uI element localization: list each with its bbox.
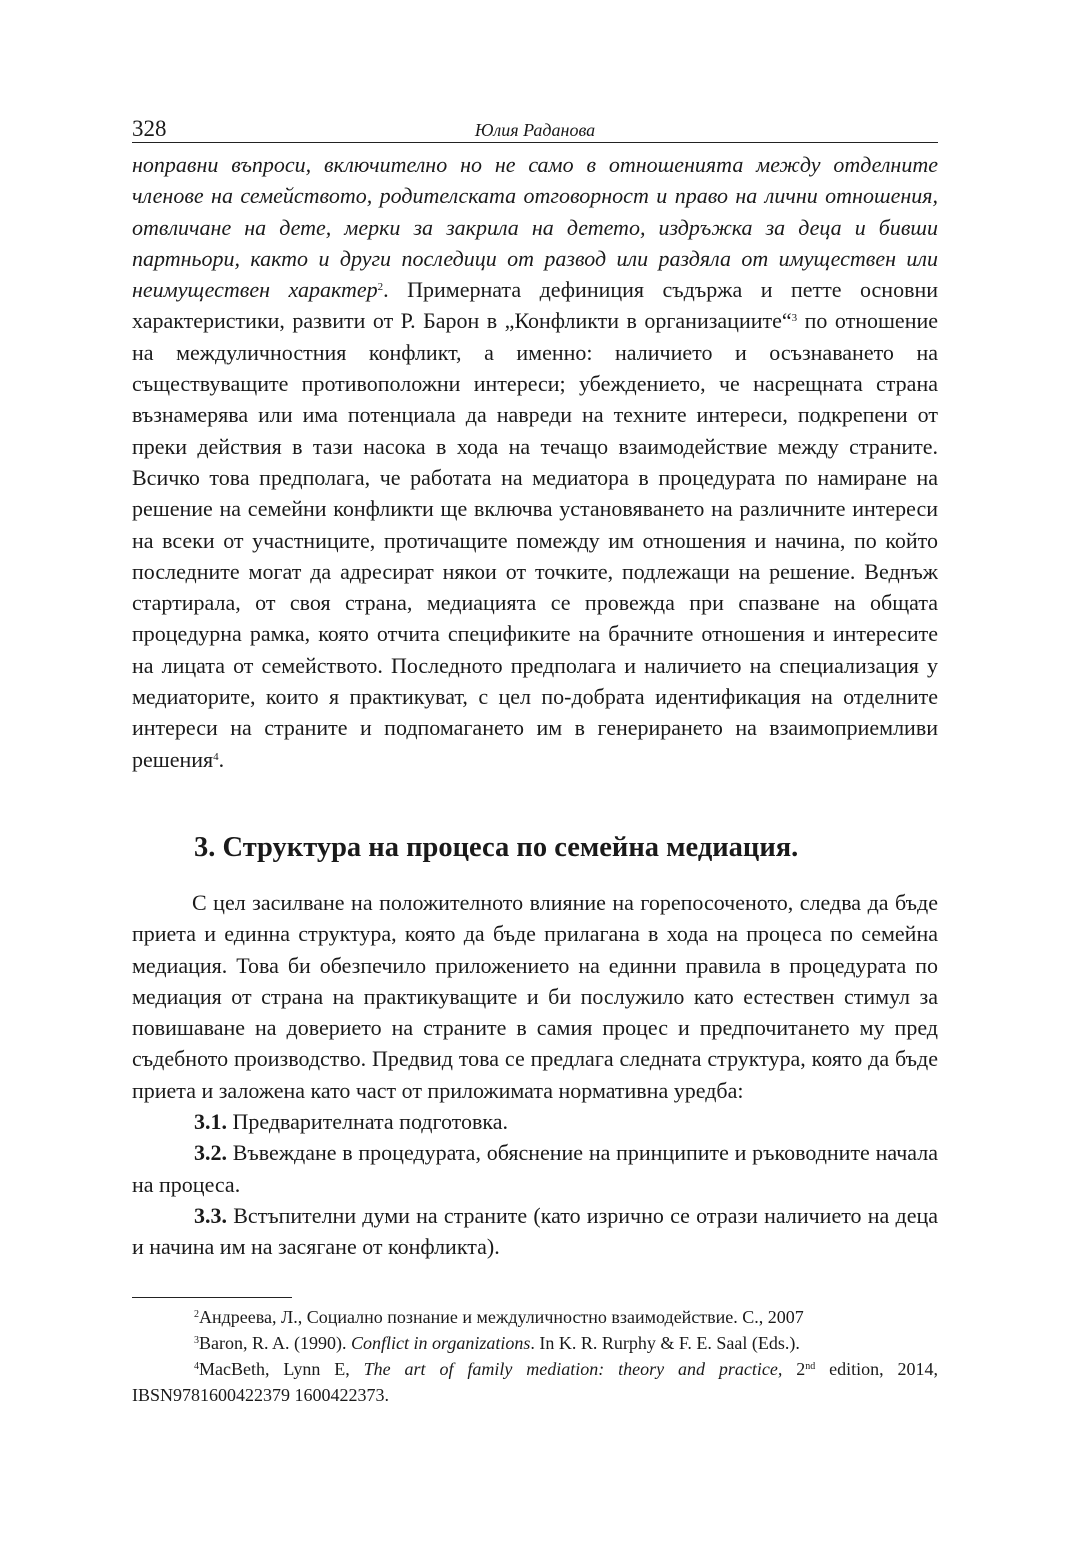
footnote-divider [132,1297,292,1298]
footnote-4 [132,1356,938,1408]
paragraph-continued [132,149,938,775]
footnote-text: edition, 2014, IBSN9781600422379 1600422373. [132,1358,938,1405]
footnote-text: Андреева, Л., Социално познание и междуличностно взаимодействие. С., 2007 [199,1306,804,1327]
footnote-ref-4[interactable]: 4 [213,750,219,763]
page-number: 328 [132,116,167,141]
section-heading: 3. Структура на процеса по семейна медиация. [194,831,799,863]
running-head: Юлия Раданова [474,120,596,140]
list-item-number: 3.2. [194,1140,227,1166]
footnote-text: Baron, R. A. (1990). [199,1332,351,1353]
footnote-ref-2[interactable]: 2 [377,281,384,294]
list-item-number: 3.3. [194,1202,227,1228]
paragraph-text: . [218,746,225,772]
footnote-number: 3 [194,1334,199,1346]
main-text [132,143,938,1263]
list-item-text: Въвеждане в процедурата, обяснение на принципите и ръководните начала на процеса. [132,1140,938,1197]
list-item [132,1137,938,1200]
list-item-text: Предварителната подготовка. [227,1109,509,1135]
italic-quote: ноправни въпроси, включително но не само в отношенията между отделните членове на семейството, родителската отговорност и право на лични отношения, отвличане на дете, мерки за закрила на детето, издръжка за деца и бивши партньори, както и други последици от развод или раздяла от имуществен или неимуществен характер [132,152,938,303]
footnote-text: MacBeth, Lynn E, [199,1358,364,1379]
footnote-text: 2 [782,1358,806,1379]
paragraph-text: по отношение на междуличностния конфликт, а именно: наличието и осъзнаването на съществуващите противоположни интереси; убеждението, че насрещната страна възнамерява или има потенциала да навреди на техните интереси, подкрепени от преки действия в тази насока в хода на течащо взаимодействие между страните. Всичко това предполага, че работата на медиатора в процедурата по намиране на решение на семейни конфликти ще включва установяването на различните интереси на всеки от участниците, протичащите помежду им отношения и начина, по който последните могат да адресират някои от точките, подлежащи на решение. Веднъж стартирала, от своя страна, медиацията се провежда при спазване на общата процедурна рамка, която отчита спецификите на брачните отношения и интересите на лицата от семейството. Последното предполага и наличието на специализация у медиаторите, които я практикуват, с цел по-добрата идентификация на отделните интереси на страните и подпомагането им в генерирането на взаимоприемливи решения [132,308,939,772]
footnote-number: 2 [194,1308,199,1320]
list-item-number: 3.1. [194,1109,227,1135]
list-item [132,1106,938,1137]
footnote-title: The art of family mediation: theory and practice, [363,1358,783,1379]
list-item [132,1200,938,1263]
footnote-title: Conflict in organizations [351,1332,531,1353]
footnote-3 [132,1330,938,1356]
ordinal-suffix: nd [805,1360,816,1372]
list-item-text: Встъпителни думи на страните (като изрично се отрази наличието на деца и начина им на засягане от конфликта). [132,1202,938,1260]
section-paragraph: С цел засилване на положителното влияние на горепосоченото, следва да бъде приета и единна структура, която да бъде прилагана в хода на процеса по семейна медиация. Това би обезпечило приложението на единни правила в процедурата по медиация от страна на практикуващите и би послужило като естествен стимул за повишаване на доверието на страните в самия процес и предпочитането му пред съдебното производство. Предвид това се предлага следната структура, която да бъде приета и заложена като част от приложимата нормативна уредба: [132,889,938,1103]
footnote-number: 4 [194,1360,199,1372]
footnote-2 [132,1304,938,1330]
footnote-ref-3[interactable]: 3 [791,312,798,325]
footnotes [132,1304,938,1408]
document-page [132,110,938,1408]
footnote-text: . In K. R. Rurphy & F. E. Saal (Eds.). [530,1332,800,1353]
page-header [132,110,938,143]
paragraph-text: . Примерната дефиниция съдържа и петте основни характеристики, развити от Р. Барон в „Конфликти в организациите“ [132,277,939,334]
